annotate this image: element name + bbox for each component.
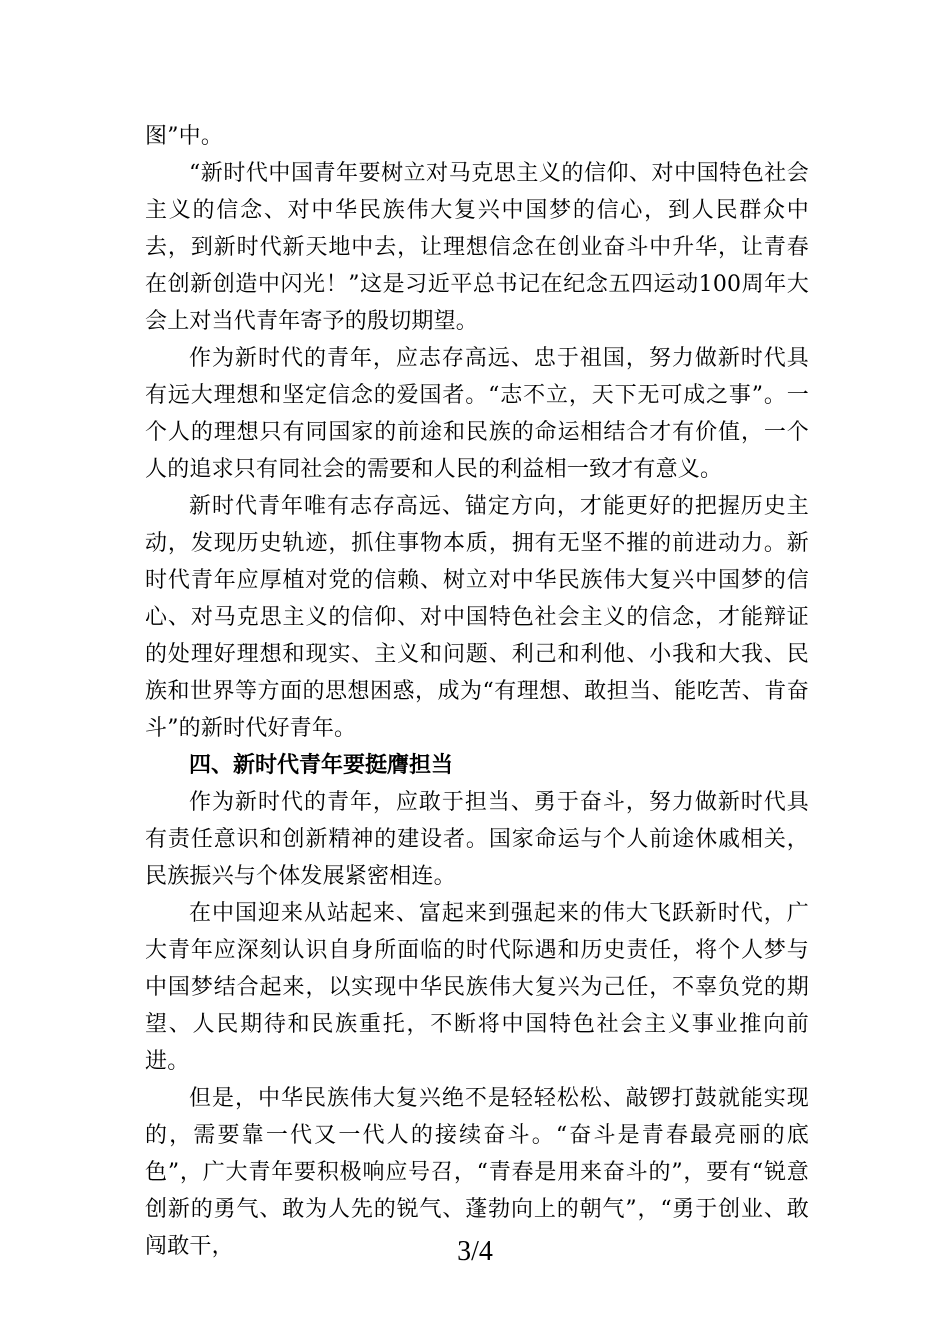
- paragraph: 新时代青年唯有志存高远、锚定方向，才能更好的把握历史主动，发现历史轨迹，抓住事物本质，拥有无坚不摧的前进动力。新时代青年应厚植对党的信赖、树立对中华民族伟大复兴中国梦的信心、对马克思主义的信仰、对中国特色社会主义的信念，才能辩证的处理好理想和现实、主义和问题、利己和利他、小我和大我、民族和世界等方面的思想困惑，成为“有理想、敢担当、能吃苦、肯奋斗”的新时代好青年。: [145, 494, 809, 741]
- document-body: [145, 118, 809, 1265]
- paragraph: “新时代中国青年要树立对马克思主义的信仰、对中国特色社会主义的信念、对中华民族伟大复兴中国梦的信心，到人民群众中去，到新时代新天地中去，让理想信念在创业奋斗中升华，让青春在创新创造中闪光！”这是习近平总书记在纪念五四运动100周年大会上对当代青年寄予的殷切期望。: [145, 161, 809, 334]
- paragraph: 在中国迎来从站起来、富起来到强起来的伟大飞跃新时代，广大青年应深刻认识自身所面临的时代际遇和历史责任，将个人梦与中国梦结合起来，以实现中华民族伟大复兴为己任，不辜负党的期望、人民期待和民族重托，不断将中国特色社会主义事业推向前进。: [145, 901, 809, 1074]
- paragraph: 作为新时代的青年，应敢于担当、勇于奋斗，努力做新时代具有责任意识和创新精神的建设者。国家命运与个人前途休戚相关，民族振兴与个体发展紧密相连。: [145, 790, 809, 889]
- section-heading: 四、新时代青年要挺膺担当: [189, 753, 454, 778]
- paragraph: 但是，中华民族伟大复兴绝不是轻轻松松、敲锣打鼓就能实现的，需要靠一代又一代人的接续奋斗。“奋斗是青春最亮丽的底色”，广大青年要积极响应号召，“青春是用来奋斗的”，要有“锐意创新的勇气、敢为人先的锐气、蓬勃向上的朝气”，“勇于创业、敢闯敢干，: [145, 1086, 809, 1259]
- page-number: 3/4: [457, 1236, 493, 1267]
- paragraph: 作为新时代的青年，应志存高远、忠于祖国，努力做新时代具有远大理想和坚定信念的爱国者。“志不立，天下无可成之事”。一个人的理想只有同国家的前途和民族的命运相结合才有价值，一个人的追求只有同社会的需要和人民的利益相一致才有意义。: [145, 346, 809, 482]
- paragraph: 图”中。: [145, 124, 224, 149]
